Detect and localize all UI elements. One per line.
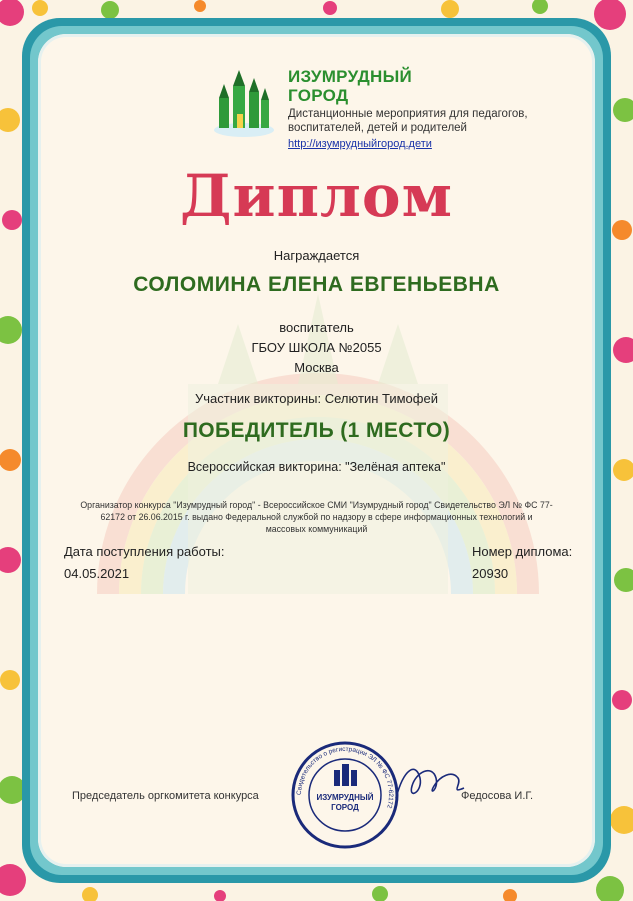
date-label: Дата поступления работы:	[64, 544, 225, 559]
recipient-city: Москва	[294, 360, 339, 375]
stamp-center-line-1: ИЗУМРУДНЫЙ	[316, 793, 374, 802]
number-value: 20930	[472, 566, 509, 581]
organizer-text: Организатор конкурса "Изумрудный город" - Всероссийское СМИ "Изумрудный город" Свидетельство ЭЛ № ФС 77-62172 от 26.06.2015 г. выдано Федеральной службой по надзору в сфере информационных технологий и массовых коммуникаций	[80, 500, 553, 534]
brand-line-2: ГОРОД	[288, 86, 349, 105]
signature	[390, 748, 470, 818]
chair-label: Председатель оргкомитета конкурса	[72, 790, 259, 802]
tagline: Дистанционные мероприятия для педагогов, воспитателей, детей и родителей	[288, 108, 528, 134]
recipient-organization: ГБОУ ШКОЛА №2055	[251, 340, 382, 355]
signer-name: Федосова И.Г.	[461, 790, 534, 802]
number-label: Номер диплома:	[472, 544, 573, 559]
awarded-label: Награждается	[273, 248, 360, 263]
award-place: ПОБЕДИТЕЛЬ (1 МЕСТО)	[182, 419, 451, 442]
diploma-title: Диплом	[179, 162, 453, 230]
brand-line-1: ИЗУМРУДНЫЙ	[288, 67, 413, 86]
participant-line: Участник викторины: Селютин Тимофей	[195, 391, 438, 406]
emerald-city-logo	[209, 68, 279, 138]
brand-name	[288, 67, 488, 105]
quiz-name: Всероссийская викторина: "Зелёная аптека"	[187, 460, 446, 474]
stamp-center-line-2: ГОРОД	[331, 803, 359, 812]
stamp-ring-text: Свидетельство о регистрации ЭЛ № ФС 77-62172	[295, 745, 395, 809]
site-link[interactable]: http://изумрудныйгород.дети	[288, 138, 432, 150]
official-stamp	[290, 740, 400, 850]
recipient-name: СОЛОМИНА ЕЛЕНА ЕВГЕНЬЕВНА	[133, 273, 500, 296]
date-value: 04.05.2021	[64, 566, 130, 581]
recipient-position: воспитатель	[279, 320, 354, 335]
